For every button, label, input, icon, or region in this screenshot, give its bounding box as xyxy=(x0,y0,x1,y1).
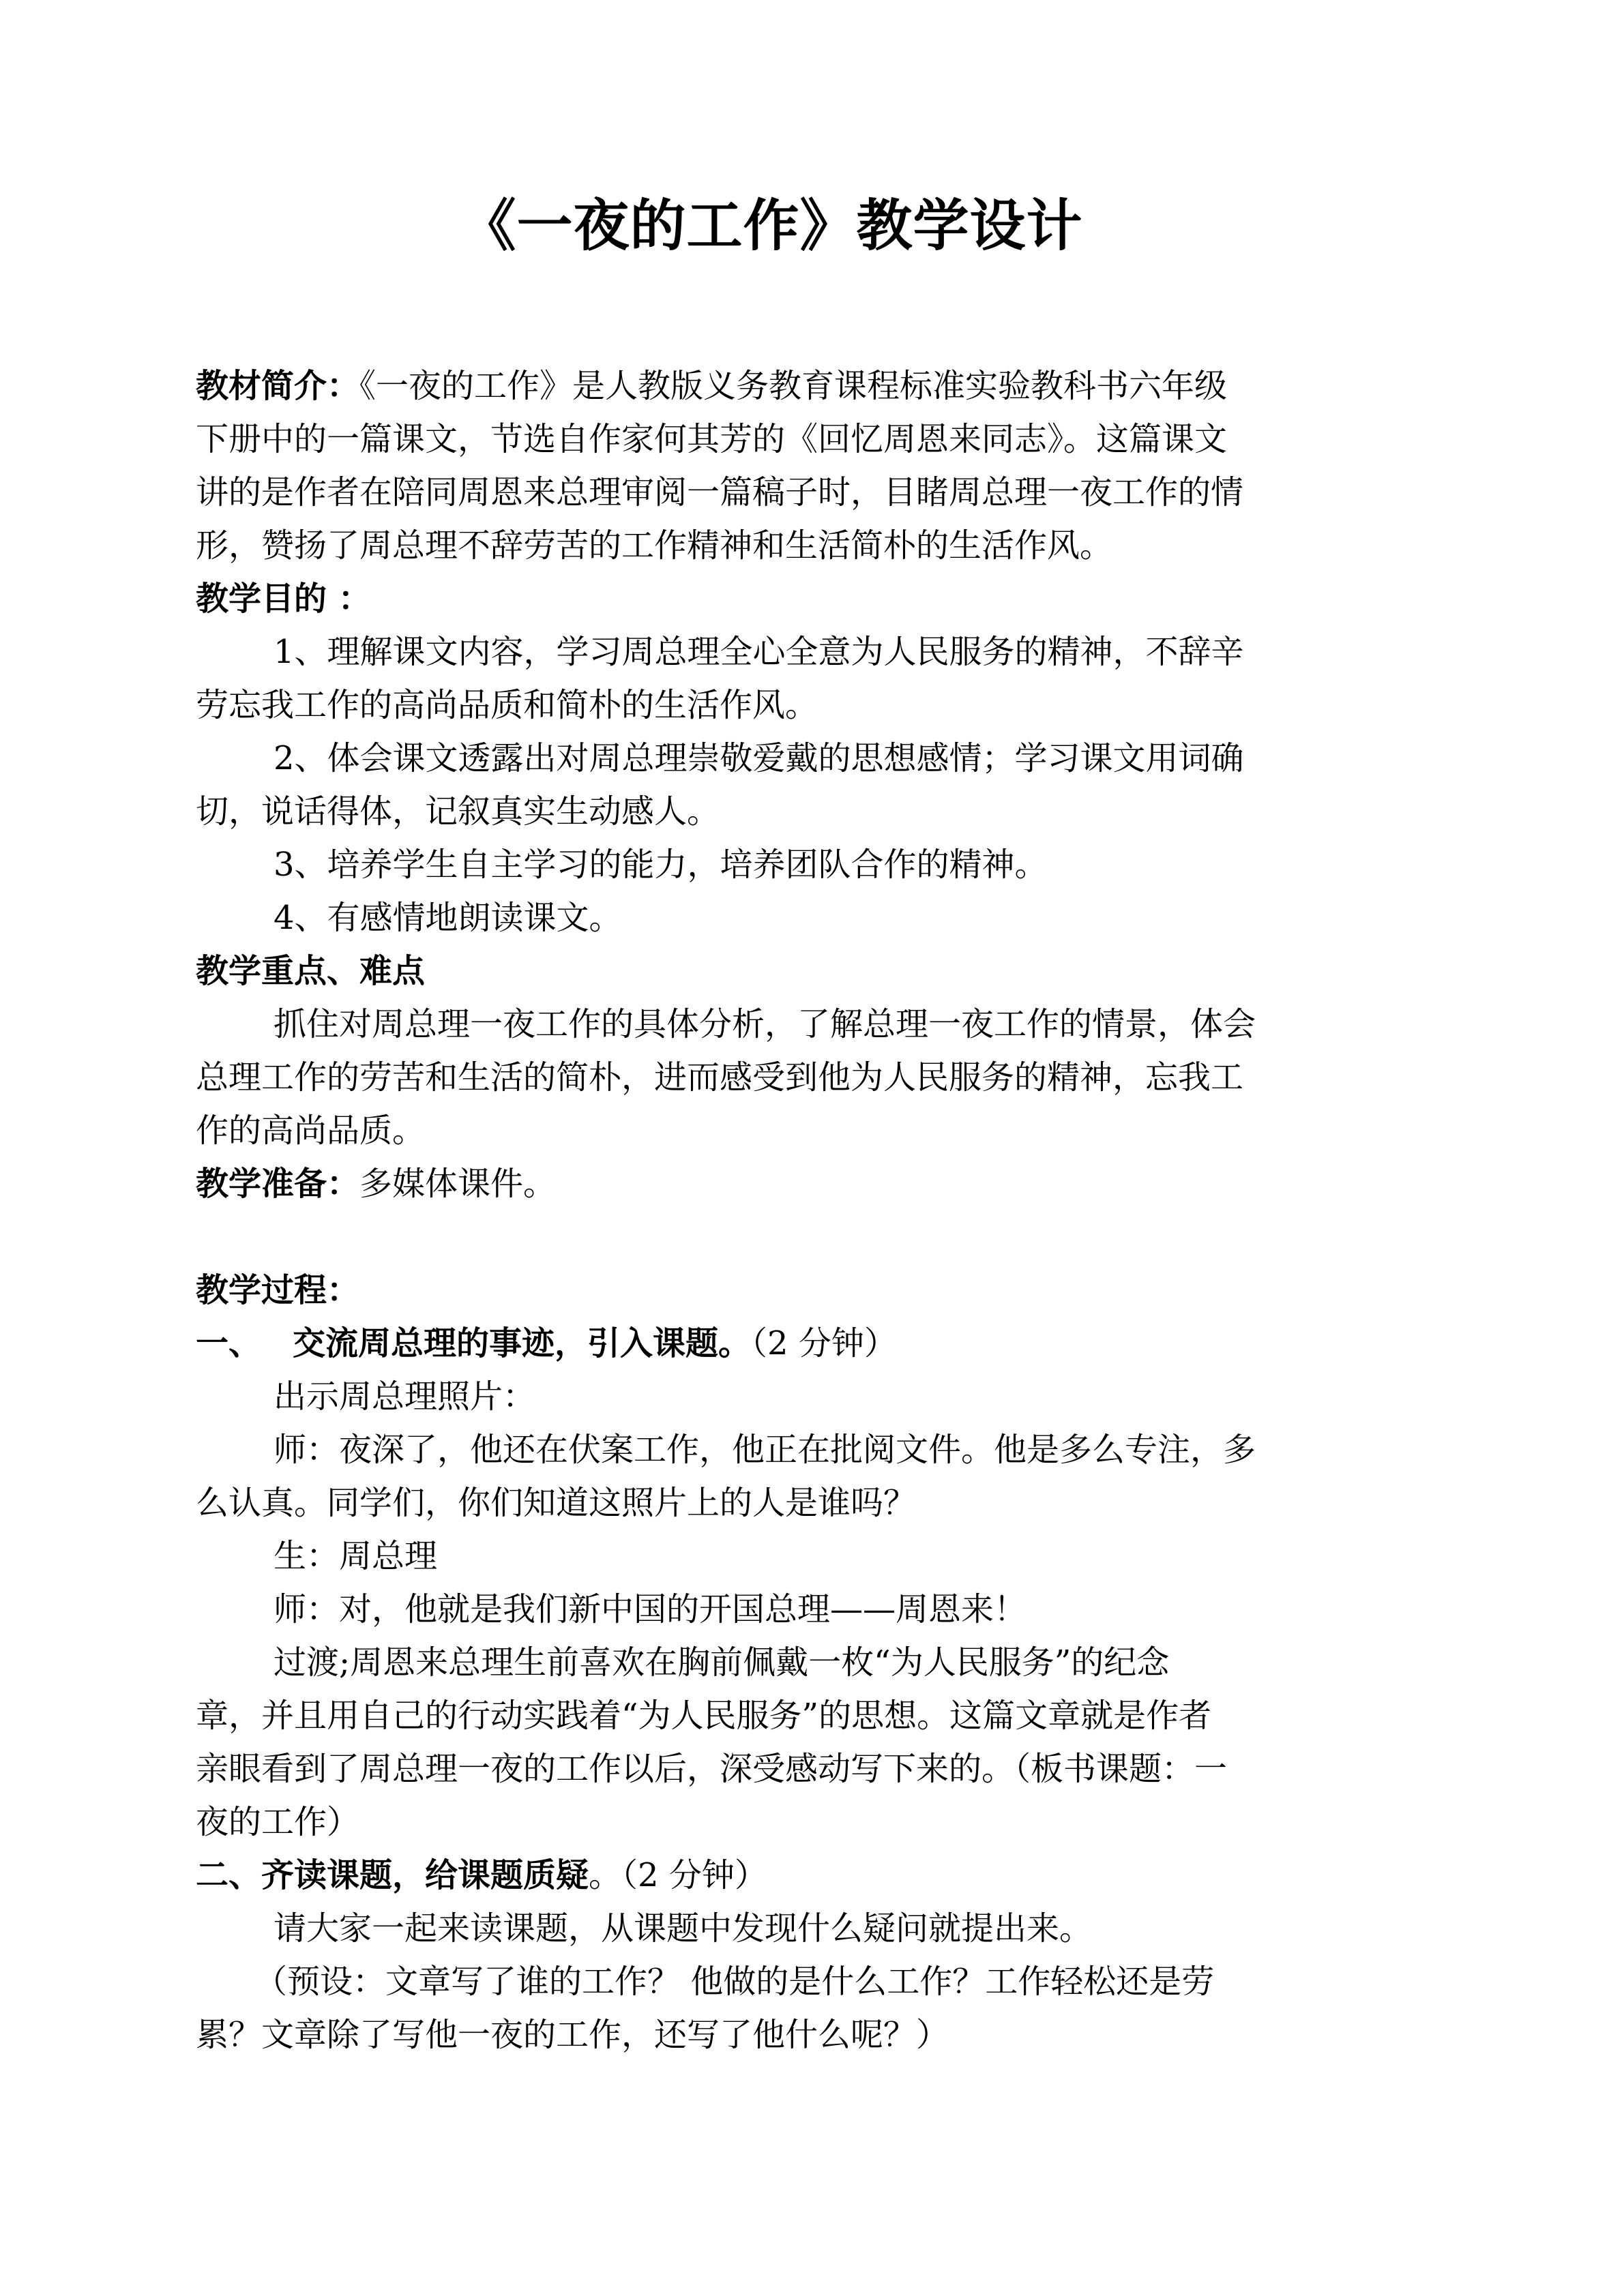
preparation-label: 教学准备： xyxy=(196,1165,360,1203)
intro-label: 教材简介： xyxy=(196,367,360,405)
preparation-line xyxy=(196,1157,1430,1210)
goal-2-line-2: 切，说话得体，记叙真实生动感人。 xyxy=(196,792,720,831)
goal-4: 4、有感情地朗读课文。 xyxy=(274,899,622,937)
goal-1-line-2: 劳忘我工作的高尚品质和简朴的生活作风。 xyxy=(196,686,818,724)
step1-line-4: 生：周总理 xyxy=(274,1537,438,1575)
page-title: 《一夜的工作》教学设计 xyxy=(460,194,1083,258)
step1-line-8: 亲眼看到了周总理一夜的工作以后，深受感动写下来的。（板书课题：一 xyxy=(196,1750,1228,1788)
process-heading: 教学过程： xyxy=(196,1271,360,1309)
step2-line-1: 请大家一起来读课题，从课题中发现什么疑问就提出来。 xyxy=(274,1909,1093,1948)
key-points-heading: 教学重点、难点 xyxy=(196,952,426,990)
key-points-line-3: 作的高尚品质。 xyxy=(196,1112,426,1150)
goal-1-line-1: 1、理解课文内容，学习周总理全心全意为人民服务的精神，不辞辛 xyxy=(274,633,1244,671)
intro-line-4: 形，赞扬了周总理不辞劳苦的工作精神和生活简朴的生活作风。 xyxy=(196,526,1113,565)
step2-heading: 齐读课题，给课题质疑 xyxy=(261,1856,589,1894)
step2-line-3: 累？文章除了写他一夜的工作，还写了他什么呢？） xyxy=(196,2016,949,2054)
step2-line-2: （预设：文章写了谁的工作？ 他做的是什么工作？工作轻松还是劳 xyxy=(254,1963,1215,2001)
key-points-line-1: 抓住对周总理一夜工作的具体分析，了解总理一夜工作的情景，体会 xyxy=(274,1005,1256,1043)
step2-time: （2 分钟） xyxy=(621,1856,767,1894)
step1-line-1: 出示周总理照片： xyxy=(274,1377,536,1416)
step2-number: 二、 xyxy=(196,1856,262,1894)
step1-line-7: 章，并且用自己的行动实践着“为人民服务”的思想。这篇文章就是作者 xyxy=(196,1697,1212,1735)
intro-line-3: 讲的是作者在陪同周恩来总理审阅一篇稿子时，目睹周总理一夜工作的情 xyxy=(196,473,1244,511)
goals-heading: 教学目的 ： xyxy=(196,580,371,618)
step1-line-9: 夜的工作） xyxy=(196,1803,360,1841)
step1-heading-line xyxy=(196,1317,1430,1370)
key-points-line-2: 总理工作的劳苦和生活的简朴，进而感受到他为人民服务的精神，忘我工 xyxy=(196,1058,1244,1097)
intro-line-2: 下册中的一篇课文，节选自作家何其芳的《回忆周恩来同志》。这篇课文 xyxy=(196,420,1228,458)
step1-time: （2 分钟） xyxy=(751,1324,897,1362)
step1-number: 一、 xyxy=(196,1324,262,1362)
step2-heading-line xyxy=(196,1849,1430,1902)
preparation-text: 多媒体课件。 xyxy=(359,1165,557,1203)
intro-text: 《一夜的工作》是人教版义务教育课程标准实验教科书六年级 xyxy=(359,367,1228,405)
step1-heading: 交流周总理的事迹，引入课题。 xyxy=(293,1324,752,1362)
step2-heading-end: 。 xyxy=(589,1856,622,1894)
intro-line-1 xyxy=(196,359,1430,413)
goal-2-line-1: 2、体会课文透露出对周总理崇敬爱戴的思想感情；学习课文用词确 xyxy=(274,739,1244,777)
step1-line-5: 师：对，他就是我们新中国的开国总理——周恩来！ xyxy=(274,1590,1027,1628)
document-body xyxy=(196,359,1430,2061)
step1-line-3: 么认真。同学们，你们知道这照片上的人是谁吗？ xyxy=(196,1484,917,1522)
blank-line xyxy=(196,1210,1430,1264)
step1-line-6: 过渡;周恩来总理生前喜欢在胸前佩戴一枚“为人民服务”的纪念 xyxy=(274,1643,1170,1682)
step1-line-2: 师：夜深了，他还在伏案工作，他正在批阅文件。他是多么专注，多 xyxy=(274,1431,1256,1469)
goal-3: 3、培养学生自主学习的能力，培养团队合作的精神。 xyxy=(274,846,1048,884)
